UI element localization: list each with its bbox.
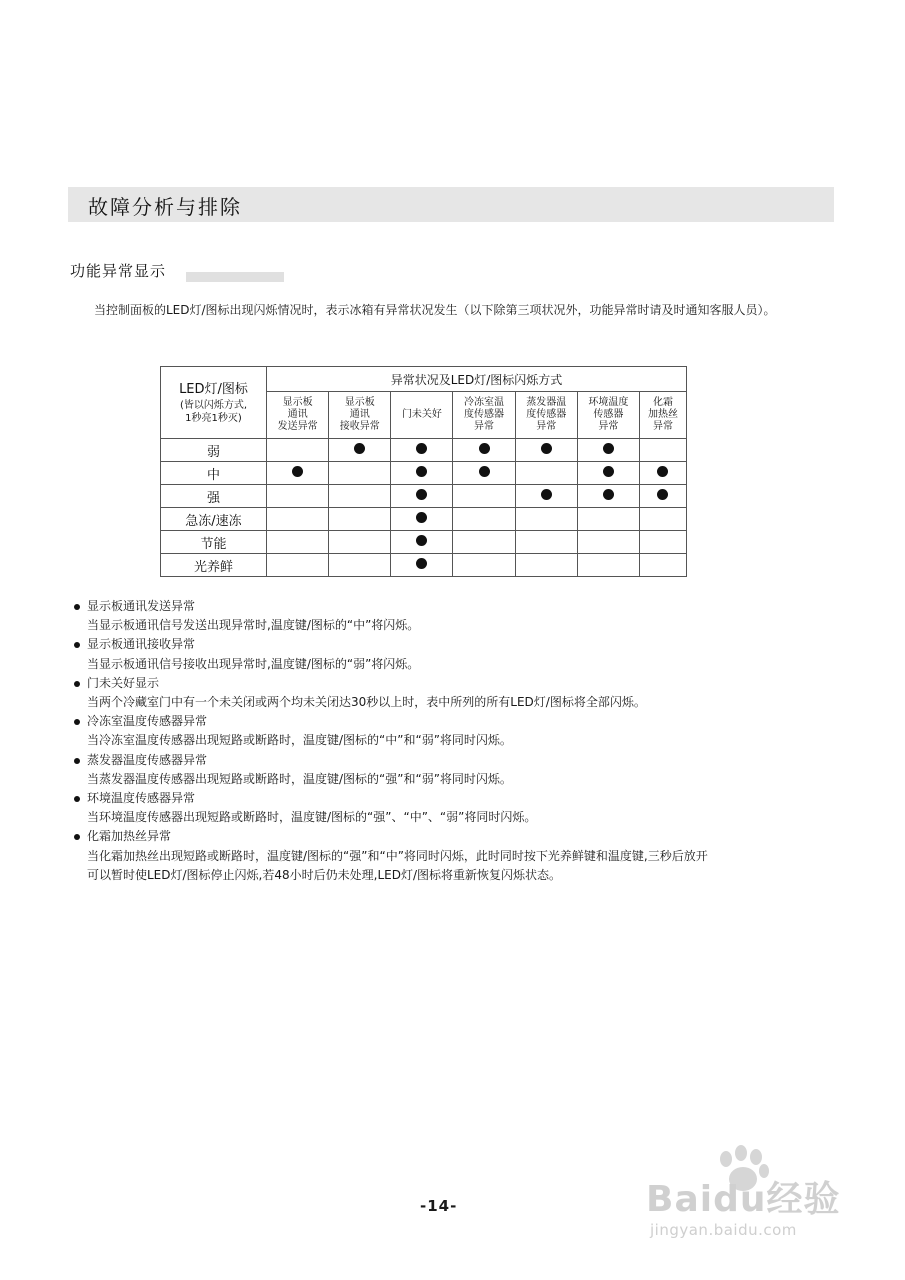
table-cell xyxy=(515,462,577,485)
table-cell xyxy=(639,508,686,531)
table-cell xyxy=(639,485,686,508)
column-header xyxy=(453,392,515,439)
table-cell xyxy=(639,462,686,485)
table-cell xyxy=(453,554,515,577)
table-cell xyxy=(577,531,639,554)
blink-dot-icon xyxy=(354,443,365,454)
note-title xyxy=(74,827,844,846)
table-cell xyxy=(267,439,329,462)
blink-dot-icon xyxy=(479,443,490,454)
blink-dot-icon xyxy=(416,466,427,477)
note-title xyxy=(74,597,844,616)
table-cell xyxy=(329,485,391,508)
corner-line-1: LED灯/图标 xyxy=(179,381,248,397)
row-label: 中 xyxy=(161,462,267,485)
column-header-line: 度传感器 xyxy=(526,409,567,420)
blink-dot-icon xyxy=(657,489,668,500)
blink-dot-icon xyxy=(541,489,552,500)
note-description: 当环境温度传感器出现短路或断路时，温度键/图标的“强”、“中”、“弱”将同时闪烁。 xyxy=(87,810,537,825)
bullet-icon xyxy=(74,834,80,840)
column-header xyxy=(577,392,639,439)
table-cell xyxy=(577,554,639,577)
table-row xyxy=(161,485,687,508)
note-title-text: 蒸发器温度传感器异常 xyxy=(87,752,208,767)
blink-dot-icon xyxy=(657,466,668,477)
table-row xyxy=(161,508,687,531)
row-label: 强 xyxy=(161,485,267,508)
table-cell xyxy=(453,485,515,508)
note-title-text: 化霜加热丝异常 xyxy=(87,829,172,844)
note-title-text: 冷冻室温度传感器异常 xyxy=(87,714,208,729)
blink-dot-icon xyxy=(479,466,490,477)
table-cell xyxy=(515,554,577,577)
column-header xyxy=(515,392,577,439)
table-cell xyxy=(267,508,329,531)
column-header-line: 显示板 xyxy=(344,397,375,408)
table-cell xyxy=(515,531,577,554)
note-description: 当显示板通讯信号发送出现异常时,温度键/图标的“中”将闪烁。 xyxy=(87,618,420,633)
column-header xyxy=(391,392,453,439)
note-title xyxy=(74,635,844,654)
table-cell xyxy=(267,531,329,554)
blink-dot-icon xyxy=(603,443,614,454)
column-header-line: 发送异常 xyxy=(277,421,318,432)
table-cell xyxy=(391,439,453,462)
status-table xyxy=(160,366,687,577)
note-title-text: 门未关好显示 xyxy=(87,675,160,690)
table-cell xyxy=(453,439,515,462)
column-header xyxy=(267,392,329,439)
notes-list xyxy=(74,597,844,885)
bullet-icon xyxy=(74,604,80,610)
watermark xyxy=(640,1145,870,1245)
section-title-bar xyxy=(68,187,834,222)
blink-dot-icon xyxy=(416,489,427,500)
corner-line-3: 1秒亮1秒灭) xyxy=(185,412,242,424)
table-cell xyxy=(639,554,686,577)
column-header-line: 化霜 xyxy=(652,397,673,408)
table-cell xyxy=(577,508,639,531)
watermark-url: jingyan.baidu.com xyxy=(650,1221,797,1239)
table-cell xyxy=(515,439,577,462)
note-title-text: 环境温度传感器异常 xyxy=(87,791,196,806)
column-header-line: 蒸发器温 xyxy=(526,397,567,408)
table-cell xyxy=(267,485,329,508)
row-label: 急冻/速冻 xyxy=(161,508,267,531)
table-row xyxy=(161,439,687,462)
blink-dot-icon xyxy=(416,558,427,569)
section-title: 故障分析与排除 xyxy=(88,195,242,219)
watermark-brand: Baidu经验 xyxy=(646,1179,841,1220)
column-header xyxy=(329,392,391,439)
table-cell xyxy=(391,508,453,531)
bullet-icon xyxy=(74,796,80,802)
column-header-line: 接收异常 xyxy=(339,421,380,432)
column-header-line: 异常 xyxy=(536,421,557,432)
table-corner-header xyxy=(161,367,267,439)
corner-line-2: (皆以闪烁方式, xyxy=(179,399,248,411)
table-cell xyxy=(515,485,577,508)
note-description: 当显示板通讯信号接收出现异常时,温度键/图标的“弱”将闪烁。 xyxy=(87,656,420,671)
table-cell xyxy=(267,554,329,577)
note-title xyxy=(74,789,844,808)
bullet-icon xyxy=(74,681,80,687)
column-header-line: 异常 xyxy=(652,421,673,432)
bullet-icon xyxy=(74,719,80,725)
blink-dot-icon xyxy=(416,443,427,454)
blink-dot-icon xyxy=(603,466,614,477)
column-header-line: 通讯 xyxy=(349,409,370,420)
bullet-icon xyxy=(74,642,80,648)
note-description: 当两个冷藏室门中有一个未关闭或两个均未关闭达30秒以上时，表中所列的所有LED灯/图标将全部闪烁。 xyxy=(87,695,646,710)
table-cell xyxy=(329,462,391,485)
table-row xyxy=(161,462,687,485)
note-title-text: 显示板通讯发送异常 xyxy=(87,599,196,613)
table-cell xyxy=(515,508,577,531)
table-cell xyxy=(329,554,391,577)
table-cell xyxy=(391,462,453,485)
table-cell xyxy=(453,508,515,531)
column-header-line: 传感器 xyxy=(593,409,624,420)
table-cell xyxy=(391,485,453,508)
column-header xyxy=(639,392,686,439)
column-header-line: 冷冻室温 xyxy=(464,397,505,408)
table-cell xyxy=(391,531,453,554)
intro-paragraph: 当控制面板的LED灯/图标出现闪烁情况时，表示冰箱有异常状况发生（以下除第三项状况外，功能异常时请及时通知客服人员）。 xyxy=(94,303,776,317)
column-header-line: 加热丝 xyxy=(647,409,678,420)
table-row xyxy=(161,531,687,554)
table-cell xyxy=(329,508,391,531)
table-cell xyxy=(329,531,391,554)
blink-dot-icon xyxy=(603,489,614,500)
column-header-line: 门未关好 xyxy=(401,409,442,420)
table-cell xyxy=(639,439,686,462)
subtitle-underline-bar xyxy=(186,272,284,282)
row-label: 光养鲜 xyxy=(161,554,267,577)
note-description: 当冷冻室温度传感器出现短路或断路时，温度键/图标的“中”和“弱”将同时闪烁。 xyxy=(87,733,512,748)
table-cell xyxy=(391,554,453,577)
table-cell xyxy=(577,485,639,508)
table-cell xyxy=(267,462,329,485)
note-description: 可以暂时使LED灯/图标停止闪烁,若48小时后仍未处理,LED灯/图标将重新恢复闪烁状态。 xyxy=(87,867,562,882)
column-header-line: 显示板 xyxy=(282,397,313,408)
table-cell xyxy=(453,462,515,485)
column-header-line: 异常 xyxy=(598,421,619,432)
note-description: 当蒸发器温度传感器出现短路或断路时，温度键/图标的“强”和“弱”将同时闪烁。 xyxy=(87,771,512,786)
table-group-header: 异常状况及LED灯/图标闪烁方式 xyxy=(267,367,687,392)
blink-dot-icon xyxy=(416,512,427,523)
table-cell xyxy=(453,531,515,554)
note-title xyxy=(74,674,844,693)
blink-dot-icon xyxy=(541,443,552,454)
note-title xyxy=(74,751,844,770)
row-label: 节能 xyxy=(161,531,267,554)
subtitle: 功能异常显示 xyxy=(70,262,167,280)
column-header-line: 通讯 xyxy=(287,409,308,420)
column-header-line: 度传感器 xyxy=(464,409,505,420)
table-cell xyxy=(577,439,639,462)
table-cell xyxy=(577,462,639,485)
note-title xyxy=(74,712,844,731)
page-number: -14- xyxy=(420,1197,458,1215)
bullet-icon xyxy=(74,758,80,764)
table-row xyxy=(161,554,687,577)
blink-dot-icon xyxy=(292,466,303,477)
row-label: 弱 xyxy=(161,439,267,462)
note-title-text: 显示板通讯接收异常 xyxy=(87,637,196,652)
note-description: 当化霜加热丝出现短路或断路时，温度键/图标的“强”和“中”将同时闪烁，此时同时按下光养鲜键和温度键,三秒后放开 xyxy=(87,848,708,863)
column-header-line: 环境温度 xyxy=(588,397,629,408)
blink-dot-icon xyxy=(416,535,427,546)
table-cell xyxy=(329,439,391,462)
column-header-line: 异常 xyxy=(474,421,495,432)
table-cell xyxy=(639,531,686,554)
